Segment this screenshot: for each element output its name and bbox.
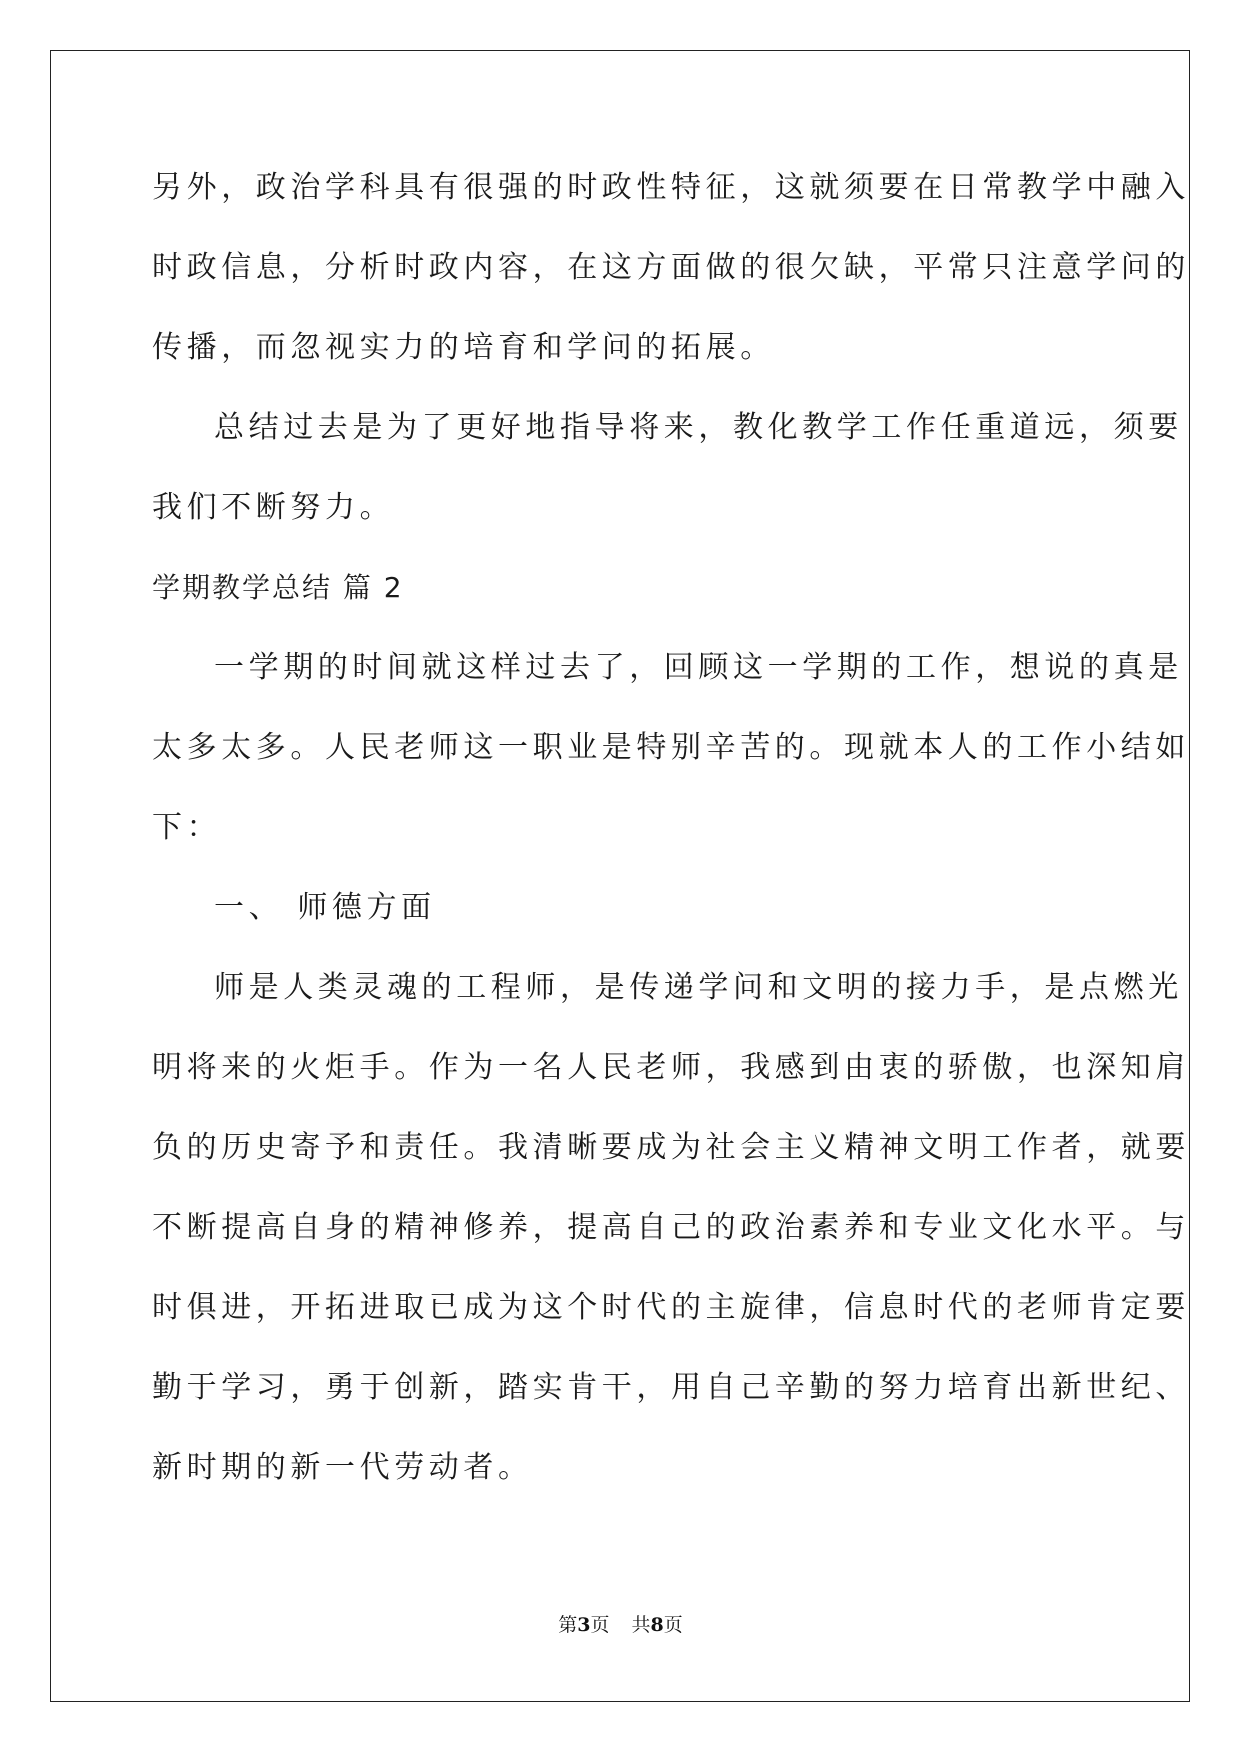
paragraph-line: 时俱进，开拓进取已成为这个时代的主旋律，信息时代的老师肯定要 [152,1290,1190,1325]
page-footer [0,1613,1241,1637]
paragraph-line: 勤于学习，勇于创新，踏实肯干，用自己辛勤的努力培育出新世纪、 [152,1370,1190,1405]
total-pages-prefix: 共 [631,1614,651,1636]
paragraph-line: 一学期的时间就这样过去了，回顾这一学期的工作，想说的真是 [214,650,1183,685]
current-page-number: 3 [577,1614,591,1636]
paragraph-line: 传播，而忽视实力的培育和学问的拓展。 [152,330,775,365]
paragraph-line: 我们不断努力。 [152,490,395,525]
total-pages-number: 8 [650,1614,664,1636]
subsection-heading: 一、 师德方面 [214,890,436,925]
total-pages-suffix: 页 [663,1614,683,1636]
paragraph-line: 另外，政治学科具有很强的时政性特征，这就须要在日常教学中融入 [152,170,1190,205]
paragraph-line: 总结过去是为了更好地指导将来，教化教学工作任重道远，须要 [214,410,1183,445]
paragraph-line: 太多太多。人民老师这一职业是特别辛苦的。现就本人的工作小结如 [152,730,1190,765]
paragraph-line: 师是人类灵魂的工程师，是传递学问和文明的接力手，是点燃光 [214,970,1183,1005]
section-title: 学期教学总结 篇 2 [152,571,404,604]
page-number-prefix: 第 [558,1614,578,1636]
paragraph-line: 时政信息，分析时政内容，在这方面做的很欠缺，平常只注意学问的 [152,250,1190,285]
paragraph-line: 下： [152,810,222,845]
paragraph-line: 明将来的火炬手。作为一名人民老师，我感到由衷的骄傲，也深知肩 [152,1050,1190,1085]
paragraph-line: 负的历史寄予和责任。我清晰要成为社会主义精神文明工作者，就要 [152,1130,1190,1165]
paragraph-line: 不断提高自身的精神修养，提高自己的政治素养和专业文化水平。与 [152,1210,1190,1245]
page-number-suffix: 页 [590,1614,610,1636]
paragraph-line: 新时期的新一代劳动者。 [152,1450,533,1485]
